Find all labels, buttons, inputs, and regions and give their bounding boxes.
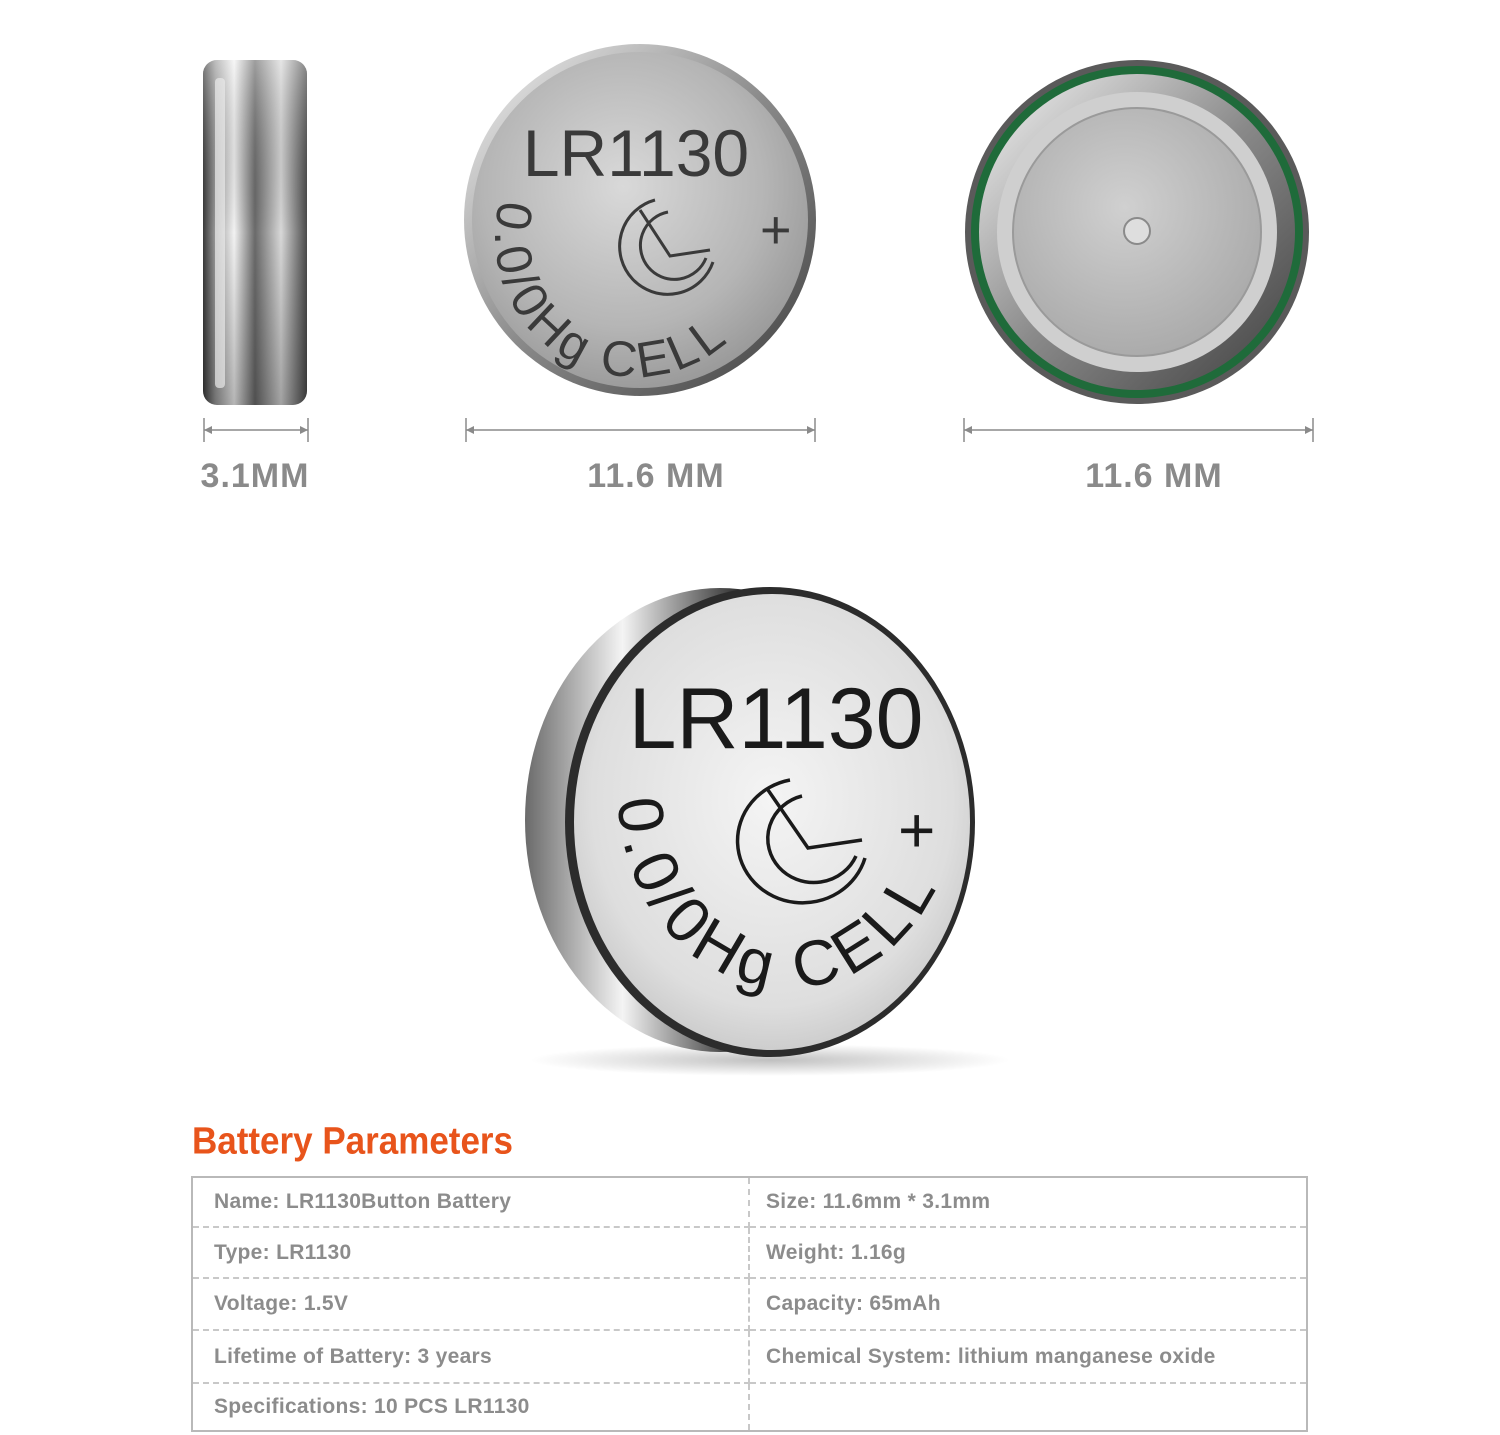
side-thickness-label: 3.1MM — [200, 457, 310, 495]
front-ring-text: 0.0/0Hg CELL — [483, 198, 738, 390]
param-name: Name: LR1130Button Battery — [193, 1178, 750, 1228]
parameters-title: Battery Parameters — [192, 1120, 514, 1163]
parameters-table — [191, 1176, 1308, 1432]
side-dimension-line — [204, 418, 308, 442]
param-empty — [750, 1384, 1306, 1430]
large-ring-text: 0.0/0Hg CELL — [603, 792, 952, 1004]
back-view-battery — [965, 60, 1309, 404]
front-view-battery — [464, 44, 816, 396]
param-specifications: Specifications: 10 PCS LR1130 — [193, 1384, 750, 1430]
param-chemical-system: Chemical System: lithium manganese oxide — [750, 1331, 1306, 1384]
param-capacity: Capacity: 65mAh — [750, 1279, 1306, 1331]
large-plus-mark: + — [898, 794, 936, 866]
back-diameter-label: 11.6 MM — [1085, 457, 1223, 495]
side-view-battery — [203, 60, 307, 405]
param-voltage: Voltage: 1.5V — [193, 1279, 750, 1331]
param-weight: Weight: 1.16g — [750, 1228, 1306, 1279]
back-dimension-line — [964, 418, 1313, 442]
large-model-text: LR1130 — [628, 671, 924, 767]
front-model-text: LR1130 — [522, 116, 750, 190]
front-diameter-label: 11.6 MM — [587, 457, 725, 495]
param-lifetime: Lifetime of Battery: 3 years — [193, 1331, 750, 1384]
plus-mark: + — [760, 200, 792, 260]
param-size: Size: 11.6mm * 3.1mm — [750, 1178, 1306, 1228]
param-type: Type: LR1130 — [193, 1228, 750, 1279]
front-dimension-line — [466, 418, 815, 442]
perspective-battery — [525, 587, 1010, 1076]
